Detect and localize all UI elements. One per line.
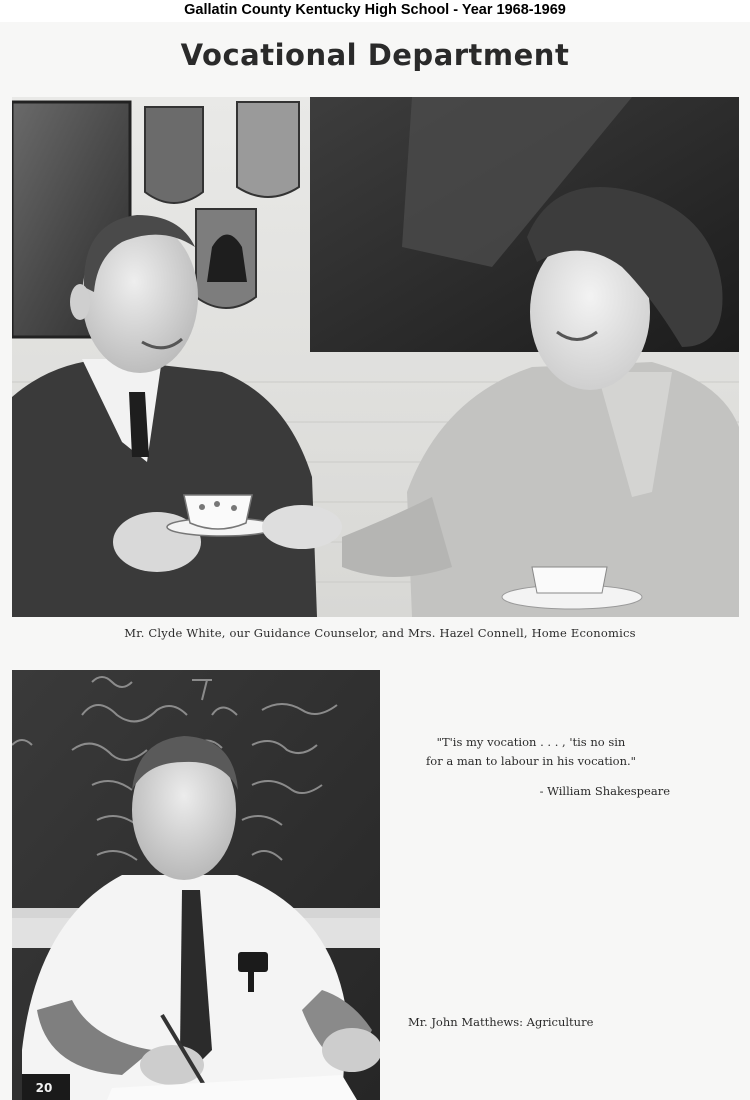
page-header: Gallatin County Kentucky High School - Year 1968-1969 (0, 0, 750, 22)
faculty-photo-counselor-home-economics (12, 97, 739, 617)
faculty-photo-agriculture (12, 670, 380, 1100)
page-number: 20 (35, 1081, 53, 1095)
shakespeare-quote (400, 733, 662, 771)
caption-bottom-photo: Mr. John Matthews: Agriculture (408, 1015, 594, 1029)
caption-top-photo: Mr. Clyde White, our Guidance Counselor, and Mrs. Hazel Connell, Home Economics (124, 626, 636, 640)
quote-author: - William Shakespeare (539, 784, 670, 798)
quote-line-1: "T'is my vocation . . . , 'tis no sin (436, 735, 626, 749)
section-title: Vocational Department (180, 38, 570, 72)
quote-line-2: for a man to labour in his vocation." (426, 754, 636, 768)
